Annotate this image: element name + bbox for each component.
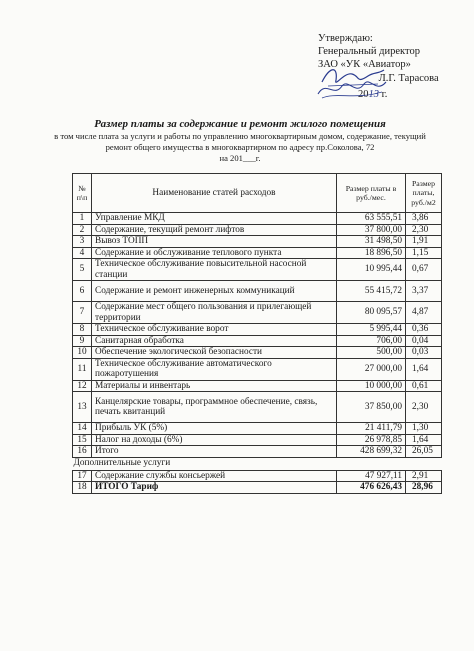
table-row (73, 358, 442, 380)
row-amount: 10 995,44 (337, 259, 406, 281)
table-row (73, 434, 442, 446)
header-number: № п\п (73, 174, 92, 213)
table-row (73, 224, 442, 236)
row-number: 6 (73, 281, 92, 302)
row-amount: 37 800,00 (337, 224, 406, 236)
row-name: Материалы и инвентарь (92, 380, 337, 392)
row-rate: 0,61 (406, 380, 442, 392)
row-number: 7 (73, 302, 92, 324)
row-number: 15 (73, 434, 92, 446)
table-header-row (73, 174, 442, 213)
row-rate: 2,30 (406, 224, 442, 236)
row-name: Итого (92, 446, 337, 458)
row-rate: 1,64 (406, 358, 442, 380)
row-name: Прибыль УК (5%) (92, 423, 337, 435)
table-row (73, 392, 442, 423)
title-sub-1: в том числе плата за услуги и работы по управлению многоквартирным домом, содержание, текущий (54, 131, 426, 141)
row-name: Обеспечение экологической безопасности (92, 347, 337, 359)
signer-name: Л.Г. Тарасова (378, 73, 439, 84)
table-row (73, 302, 442, 324)
row-rate: 1,30 (406, 423, 442, 435)
table-row (73, 324, 442, 336)
row-amount: 55 415,72 (337, 281, 406, 302)
row-name: Содержание и обслуживание теплового пункта (92, 247, 337, 259)
row-amount: 706,00 (337, 335, 406, 347)
table-row (73, 281, 442, 302)
row-name: Техническое обслуживание ворот (92, 324, 337, 336)
row-number: 5 (73, 259, 92, 281)
table-row (73, 423, 442, 435)
title-main: Размер платы за содержание и ремонт жилого помещения (94, 118, 386, 130)
row-rate: 1,64 (406, 434, 442, 446)
row-number: 4 (73, 247, 92, 259)
date-suffix: г. (381, 89, 388, 100)
row-amount: 476 626,43 (337, 482, 406, 494)
row-name: Содержание и ремонт инженерных коммуникаций (92, 281, 337, 302)
row-rate: 4,87 (406, 302, 442, 324)
row-amount: 500,00 (337, 347, 406, 359)
row-name: Техническое обслуживание повысительной насосной станции (92, 259, 337, 281)
row-rate: 26,05 (406, 446, 442, 458)
row-amount: 63 555,51 (337, 213, 406, 225)
row-rate: 2,30 (406, 392, 442, 423)
table-row (73, 236, 442, 248)
row-amount: 47 927,11 (337, 470, 406, 482)
row-name: ИТОГО Тариф (92, 482, 337, 494)
row-amount: 26 978,85 (337, 434, 406, 446)
company-name: ЗАО «УК «Авиатор» (318, 59, 411, 70)
row-amount: 5 995,44 (337, 324, 406, 336)
row-number: 1 (73, 213, 92, 225)
row-rate: 1,15 (406, 247, 442, 259)
header-rate: Размер платы, руб./м2 (406, 174, 442, 213)
row-amount: 37 850,00 (337, 392, 406, 423)
header-amount: Размер платы в руб./мес. (337, 174, 406, 213)
row-name: Содержание мест общего пользования и прилегающей территории (92, 302, 337, 324)
row-number: 2 (73, 224, 92, 236)
section-label: Дополнительные услуги (73, 457, 442, 470)
director-position: Генеральный директор (318, 46, 420, 57)
date-year-prefix: 20 (358, 89, 369, 100)
row-number: 12 (73, 380, 92, 392)
table-row (73, 380, 442, 392)
row-number: 13 (73, 392, 92, 423)
approval-label: Утверждаю: (318, 33, 373, 44)
title-sub-3: на 201___г. (219, 153, 261, 163)
row-rate: 0,03 (406, 347, 442, 359)
row-number: 16 (73, 446, 92, 458)
date-year: 13 (368, 89, 379, 100)
table-total-row (73, 482, 442, 494)
row-rate: 3,86 (406, 213, 442, 225)
row-amount: 428 699,32 (337, 446, 406, 458)
fees-table (72, 173, 442, 494)
title-sub-2: ремонт общего имущества в многоквартирном по адресу пр.Соколова, 72 (105, 142, 375, 152)
row-number: 11 (73, 358, 92, 380)
row-rate: 28,96 (406, 482, 442, 494)
row-number: 14 (73, 423, 92, 435)
row-amount: 18 896,50 (337, 247, 406, 259)
table-row (73, 470, 442, 482)
row-amount: 21 411,79 (337, 423, 406, 435)
row-number: 18 (73, 482, 92, 494)
table-row (73, 347, 442, 359)
table-body (73, 213, 442, 458)
row-number: 8 (73, 324, 92, 336)
row-rate: 3,37 (406, 281, 442, 302)
row-rate: 1,91 (406, 236, 442, 248)
row-amount: 27 000,00 (337, 358, 406, 380)
row-number: 9 (73, 335, 92, 347)
row-name: Налог на доходы (6%) (92, 434, 337, 446)
stamp-scribble-icon (316, 72, 388, 102)
table-row (73, 247, 442, 259)
table-row (73, 213, 442, 225)
row-name: Техническое обслуживание автоматического пожаротушения (92, 358, 337, 380)
row-name: Управление МКД (92, 213, 337, 225)
row-rate: 0,04 (406, 335, 442, 347)
row-name: Содержание, текущий ремонт лифтов (92, 224, 337, 236)
table-row (73, 446, 442, 458)
row-number: 10 (73, 347, 92, 359)
row-amount: 10 000,00 (337, 380, 406, 392)
table-row (73, 259, 442, 281)
row-name: Санитарная обработка (92, 335, 337, 347)
row-rate: 0,36 (406, 324, 442, 336)
row-rate: 2,91 (406, 470, 442, 482)
section-row (73, 457, 442, 470)
table-row (73, 335, 442, 347)
row-name: Вывоз ТОПП (92, 236, 337, 248)
header-name: Наименование статей расходов (92, 174, 337, 213)
row-name: Содержание службы консьержей (92, 470, 337, 482)
document-title (20, 118, 460, 164)
row-number: 3 (73, 236, 92, 248)
row-amount: 31 498,50 (337, 236, 406, 248)
row-amount: 80 095,57 (337, 302, 406, 324)
row-rate: 0,67 (406, 259, 442, 281)
row-number: 17 (73, 470, 92, 482)
row-name: Канцелярские товары, программное обеспечение, связь, печать квитанций (92, 392, 337, 423)
